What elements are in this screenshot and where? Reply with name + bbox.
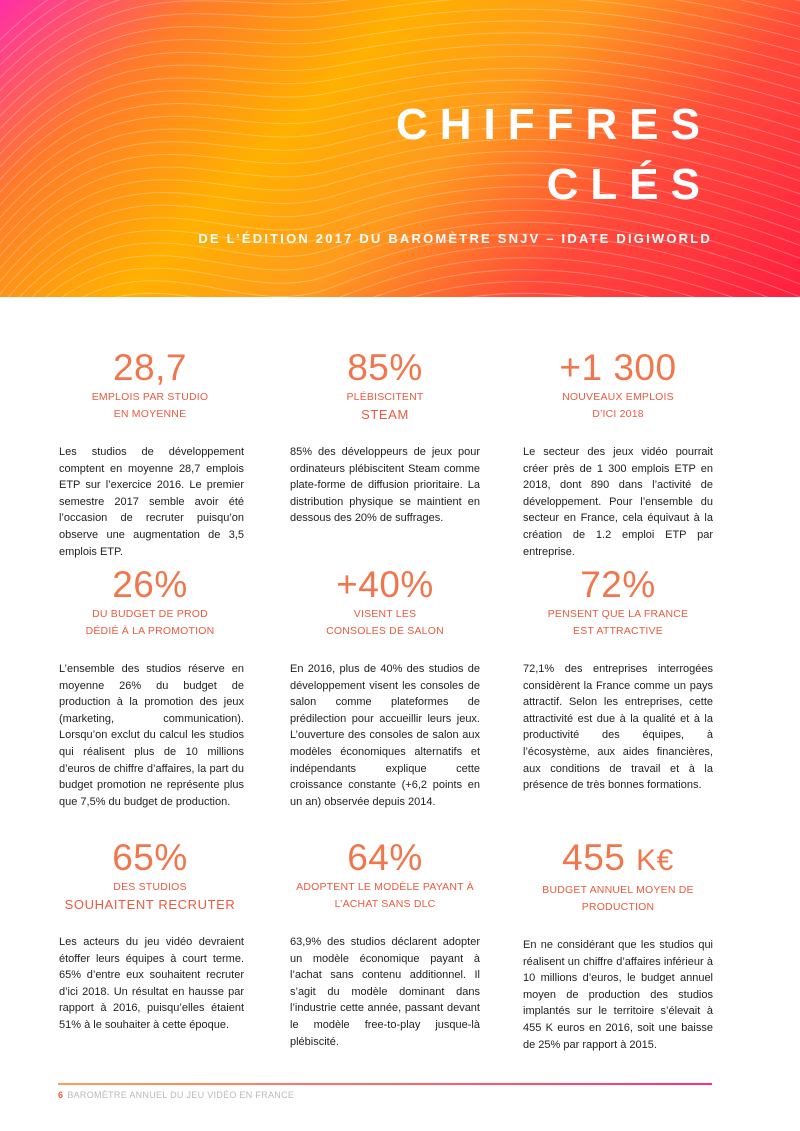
stat-france-attractive (523, 565, 713, 794)
stat-caption-line2: PRODUCTION (581, 901, 655, 913)
stat-body: 72,1% des entreprises interrogées considèrent la France comme un pays attractif. Selon les entreprises, cette attractivité est due à la qualité et à la productivité des équipes, à l’écosystème, aux aides financières, aux conditions de travail et à la présence de très bonnes formations. (523, 663, 713, 792)
stat-body: 85% des développeurs de jeux pour ordinateurs plébiscitent Steam comme plate-forme de diffusion prioritaire. La distribution physique se maintient en dessous des 20% de suffrages. (290, 446, 480, 525)
stat-caption-line1: PLÉBISCITENT (346, 391, 424, 403)
stat-value: 64% (347, 837, 423, 878)
stat-body: 63,9% des studios déclarent adopter un modèle économique payant à l’achat sans contenu additionnel. Il s’agit du modèle dominant dans l’industrie cette année, passant devant le modèle free-to-play jusque-là plébiscité. (290, 936, 480, 1048)
footer-rule (58, 1083, 712, 1085)
stat-value: 455 (562, 837, 626, 878)
stat-value: +40% (336, 564, 434, 605)
stat-body: Le secteur des jeux vidéo pourrait créer près de 1 300 emplois ETP en 2018, dont 890 dans l’activité de développement. Pour l’ensemble du secteur en France, cela équivaut à la création de 1.2 emploi ETP par entreprise. (523, 446, 713, 558)
stat-value: 72% (580, 564, 656, 605)
wave-line (0, 199, 800, 297)
stat-caption-line2: DÉDIÉ À LA PROMOTION (85, 625, 215, 637)
stat-caption-line2: L’ACHAT SANS DLC (334, 898, 436, 910)
stat-consoles-salon (290, 565, 480, 810)
stat-body: Les acteurs du jeu vidéo devraient étoffer leurs équipes à court terme. 65% d’entre eux souhaitent recruter d’ici 2018. Un résultat en hausse par rapport à 2016, puisqu’elles étaient 51% à le souhaiter à cette époque. (59, 936, 244, 1031)
page-subtitle: DE L’ÉDITION 2017 DU BAROMÈTRE SNJV – IDATE DIGIWORLD (198, 231, 712, 246)
stat-souhaitent-recruter (55, 838, 245, 1034)
stat-caption-line2: EN MOYENNE (113, 408, 187, 420)
stat-emplois-par-studio (55, 348, 245, 560)
footer (58, 1090, 294, 1100)
page-title-line-1: CHIFFRES (396, 100, 712, 149)
page-title-line-2: CLÉS (546, 160, 712, 209)
stat-caption-line1: EMPLOIS PAR STUDIO (91, 391, 209, 403)
stat-body: En 2016, plus de 40% des studios de développement visent les consoles de salon comme plateformes de prédilection pour accueillir leurs jeux. L’ouverture des consoles de salon aux modèles économiques alternatifs et indépendants explique cette croissance constante (+6,2 points en un an) observée depuis 2014. (290, 663, 480, 808)
stat-value-unit: K€ (636, 844, 674, 877)
stat-caption-line1: DES STUDIOS (113, 881, 187, 893)
stat-budget-promotion (55, 565, 245, 810)
stat-caption-line1: ADOPTENT LE MODÈLE PAYANT À (296, 881, 474, 893)
stat-body: En ne considérant que les studios qui réalisent un chiffre d’affaires inférieur à 10 millions d’euros, le budget annuel moyen de production des studios implantés sur le territoire s’élevait à 455 K euros en 2016, soit une baisse de 25% par rapport à 2015. (523, 939, 713, 1051)
hero-banner (0, 0, 800, 297)
wave-line (0, 0, 800, 112)
stat-caption-line1: BUDGET ANNUEL MOYEN DE (542, 884, 694, 896)
stat-body: Les studios de développement comptent en moyenne 28,7 emplois ETP sur l’exercice 2016. Le premier semestre 2017 semble avoir été l’occasion de recruter puisqu’on observe une augmentation de 3,5 emplois ETP. (59, 446, 244, 558)
stat-caption-line1: VISENT LES (353, 608, 417, 620)
stat-caption-line1: NOUVEAUX EMPLOIS (562, 391, 674, 403)
stat-caption-line2: SOUHAITENT RECRUTER (64, 897, 236, 912)
stat-modele-payant (290, 838, 480, 1050)
stat-steam (290, 348, 480, 527)
stat-caption-line2: CONSOLES DE SALON (326, 625, 444, 637)
stat-value: 85% (347, 347, 423, 388)
stat-caption-line2: EST ATTRACTIVE (573, 625, 663, 637)
footer-text: BAROMÈTRE ANNUEL DU JEU VIDÉO EN FRANCE (67, 1090, 295, 1100)
stat-budget-annuel (523, 838, 713, 1053)
stat-value: 65% (112, 837, 188, 878)
stat-value-wrapper (523, 838, 713, 881)
stat-caption-line1: PENSENT QUE LA FRANCE (547, 608, 689, 620)
stat-caption-line2: D’ICI 2018 (592, 408, 644, 420)
stat-value: +1 300 (559, 347, 677, 388)
wave-line (0, 270, 800, 297)
page-number: 6 (58, 1090, 64, 1100)
stat-value: 26% (112, 564, 188, 605)
stat-nouveaux-emplois (523, 348, 713, 560)
stat-body: L’ensemble des studios réserve en moyenne 26% du budget de production à la promotion des jeux (marketing, communication). Lorsqu’on exclut du calcul les studios qui réalisent plus de 10 millions d’euros de chiffre d’affaires, la part du budget promotion ne représente plus que 7,5% du budget de production. (59, 663, 244, 808)
stat-value: 28,7 (112, 347, 187, 388)
stat-caption-line2: STEAM (361, 407, 409, 422)
stat-caption-line1: DU BUDGET DE PROD (92, 608, 208, 620)
